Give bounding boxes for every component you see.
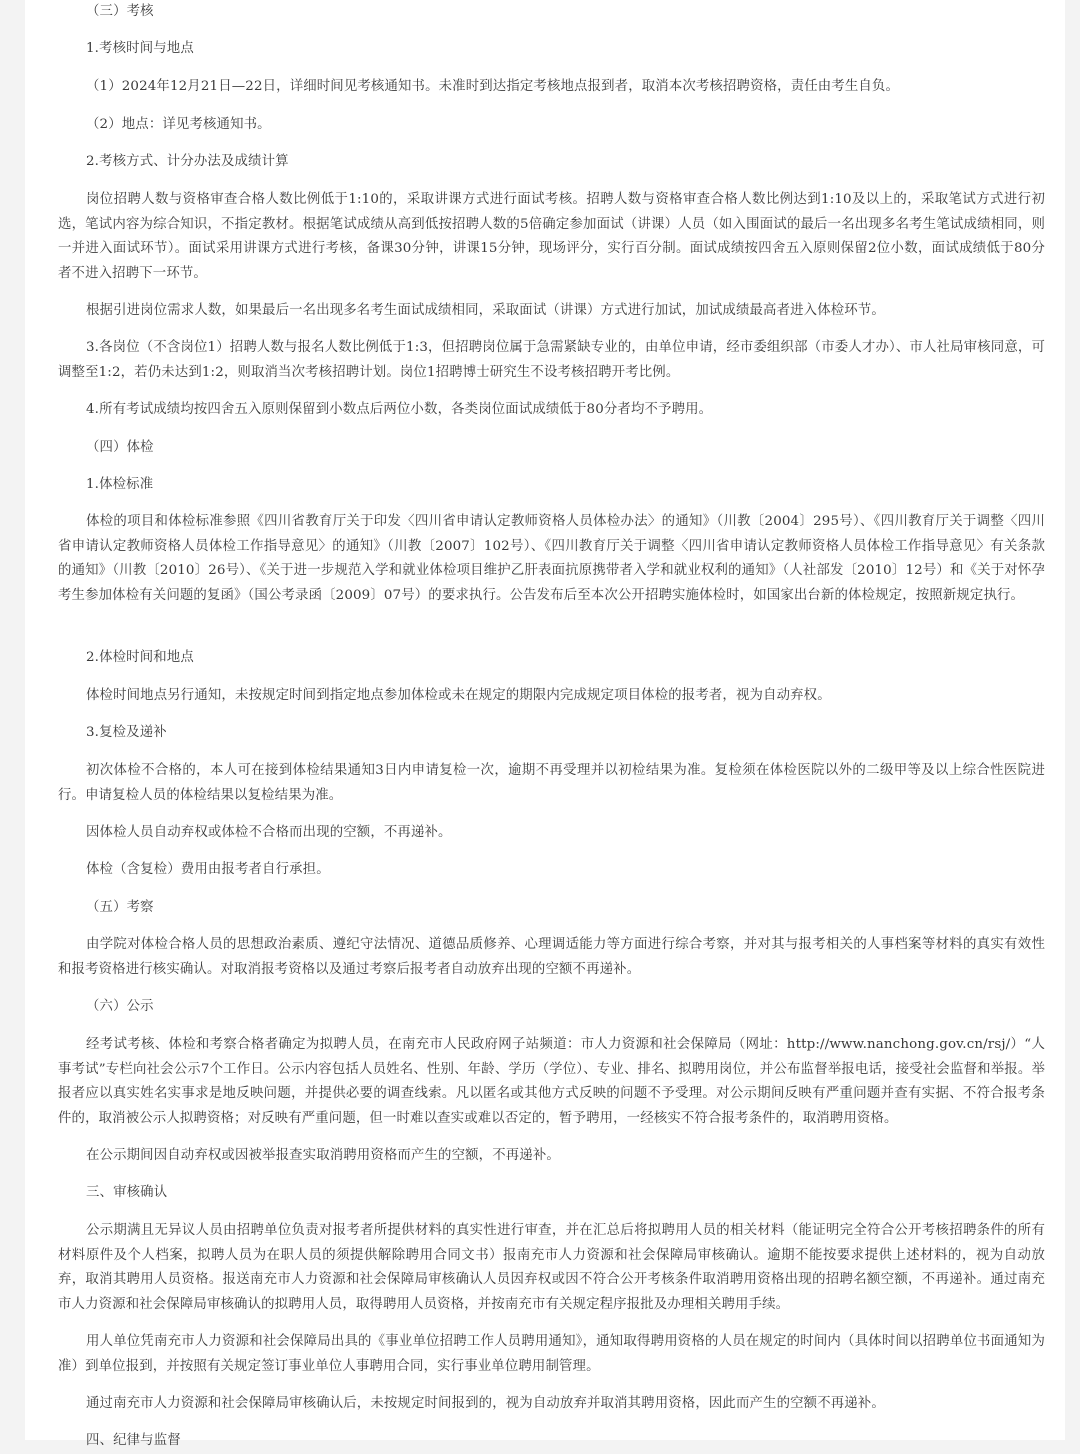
paragraph-medical-fee: 体检（含复检）费用由报考者自行承担。 [86, 862, 330, 877]
section-heading-medical: （四）体检 [86, 440, 154, 455]
subheading-recheck: 3.复检及递补 [86, 725, 167, 740]
paragraph-medical-time: 体检时间地点另行通知，未按规定时间到指定地点参加体检或未在规定的期限内完成规定项目体检的报考者，视为自动弃权。 [86, 688, 831, 703]
subheading-time-place: 1.考核时间与地点 [86, 41, 194, 56]
subheading-medical-time: 2.体检时间和地点 [86, 650, 194, 665]
section-heading-assessment: （三）考核 [86, 4, 154, 19]
paragraph-publicity: 经考试考核、体检和考察合格者确定为拟聘人员，在南充市人民政府网子站频道：市人力资源和社会保障局（网址：http://www.nanchong.gov.cn/rsj/）“人事考试”专栏向社会公示7个工作日。公示内容包括人员姓名、性别、年龄、学历（学位）、专业、排名、拟聘用岗位，并公布监督举报电话，接受社会监督和举报。举报者应以真实姓名实事求是地反映问题，并提供必要的调查线索。凡以匿名或其他方式反映的问题不予受理。对公示期间反映有严重问题并查有实据、不符合报考条件的，取消被公示人拟聘资格；对反映有严重问题，但一时难以查实或难以否定的，暂予聘用，一经核实不符合报考条件的，取消聘用资格。 [58, 1037, 1045, 1126]
section-heading-discipline: 四、纪律与监督 [86, 1433, 181, 1448]
paragraph-assessment-time: （1）2024年12月21日—22日，详细时间见考核通知书。未准时到达指定考核地点报到者，取消本次考核招聘资格，责任由考生自负。 [86, 79, 900, 94]
section-heading-review: 三、审核确认 [86, 1185, 168, 1200]
paragraph-employment-notice: 用人单位凭南充市人力资源和社会保障局出具的《事业单位招聘工作人员聘用通知》，通知取得聘用资格的人员在规定的时间内（具体时间以招聘单位书面通知为准）到单位报到，并按照有关规定签订事业单位人事聘用合同，实行事业单位聘用制管理。 [58, 1334, 1045, 1374]
subheading-medical-standard: 1.体检标准 [86, 477, 154, 492]
paragraph-assessment-place: （2）地点：详见考核通知书。 [86, 117, 271, 132]
paragraph-publicity-vacancy: 在公示期间因自动弃权或因被举报查实取消聘用资格而产生的空额，不再递补。 [86, 1148, 560, 1163]
paragraph-score-rounding: 4.所有考试成绩均按四舍五入原则保留到小数点后两位小数，各类岗位面试成绩低于80分者均不予聘用。 [86, 402, 713, 417]
paragraph-investigation: 由学院对体检合格人员的思想政治素质、遵纪守法情况、道德品质修养、心理调适能力等方面进行综合考察，并对其与报考相关的人事档案等材料的真实有效性和报考资格进行核实确认。对取消报考资格以及通过考察后报考者自动放弃出现的空额不再递补。 [58, 937, 1045, 977]
section-heading-investigation: （五）考察 [86, 900, 154, 915]
paragraph-medical-standard: 体检的项目和体检标准参照《四川省教育厅关于印发〈四川省申请认定教师资格人员体检办法〉的通知》（川教〔2004〕295号）、《四川教育厅关于调整〈四川省申请认定教师资格人员体检工作指导意见〉的通知》（川教〔2007〕102号）、《四川教育厅关于调整〈四川省申请认定教师资格人员体检工作指导意见〉有关条款的通知》（川教〔2010〕26号）、《关于进一步规范入学和就业体检项目维护乙肝表面抗原携带者入学和就业权利的通知》（人社部发〔2010〕12号）和《关于对怀孕考生参加体检有关问题的复函》（国公考录函〔2009〕07号）的要求执行。公告发布后至本次公开招聘实施体检时，如国家出台新的体检规定，按照新规定执行。 [58, 514, 1045, 603]
paragraph-recheck: 初次体检不合格的，本人可在接到体检结果通知3日内申请复检一次，逾期不再受理并以初检结果为准。复检须在体检医院以外的二级甲等及以上综合性医院进行。申请复检人员的体检结果以复检结果为准。 [58, 763, 1045, 803]
paragraph-review: 公示期满且无异议人员由招聘单位负责对报考者所提供材料的真实性进行审查，并在汇总后将拟聘用人员的相关材料（能证明完全符合公开考核招聘条件的所有材料原件及个人档案，拟聘人员为在职人员的须提供解除聘用合同文书）报南充市人力资源和社会保障局审核确认。逾期不能按要求提供上述材料的，视为自动放弃，取消其聘用人员资格。报送南充市人力资源和社会保障局审核确认人员因弃权或因不符合公开考核条件取消聘用资格出现的招聘名额空额，不再递补。通过南充市人力资源和社会保障局审核确认的拟聘用人员，取得聘用人员资格，并按南充市有关规定程序报批及办理相关聘用手续。 [58, 1223, 1045, 1312]
paragraph-extra-test: 根据引进岗位需求人数，如果最后一名出现多名考生面试成绩相同，采取面试（讲课）方式进行加试，加试成绩最高者进入体检环节。 [86, 303, 885, 318]
document-page [25, 0, 1065, 1448]
subheading-assessment-method: 2.考核方式、计分办法及成绩计算 [86, 154, 289, 169]
paragraph-assessment-method: 岗位招聘人数与资格审查合格人数比例低于1:10的，采取讲课方式进行面试考核。招聘人数与资格审查合格人数比例达到1:10及以上的，采取笔试方式进行初选，笔试内容为综合知识，不指定教材。根据笔试成绩从高到低按招聘人数的5倍确定参加面试（讲课）人员（如入围面试的最后一名出现多名考生笔试成绩相同，则一并进入面试环节）。面试采用讲课方式进行考核，备课30分钟，讲课15分钟，现场评分，实行百分制。面试成绩按四舍五入原则保留2位小数，面试成绩低于80分者不进入招聘下一环节。 [58, 192, 1045, 281]
section-heading-publicity: （六）公示 [86, 999, 154, 1014]
paragraph-ratio-rule: 3.各岗位（不含岗位1）招聘人数与报名人数比例低于1:3，但招聘岗位属于急需紧缺专业的，由单位申请，经市委组织部（市委人才办）、市人社局审核同意，可调整至1:2，若仍未达到1:2，则取消当次考核招聘计划。岗位1招聘博士研究生不设考核招聘开考比例。 [58, 340, 1045, 380]
paragraph-no-replacement: 因体检人员自动弃权或体检不合格而出现的空额，不再递补。 [86, 825, 452, 840]
paragraph-report-deadline: 通过南充市人力资源和社会保障局审核确认后，未按规定时间报到的，视为自动放弃并取消其聘用资格，因此而产生的空额不再递补。 [86, 1396, 885, 1411]
